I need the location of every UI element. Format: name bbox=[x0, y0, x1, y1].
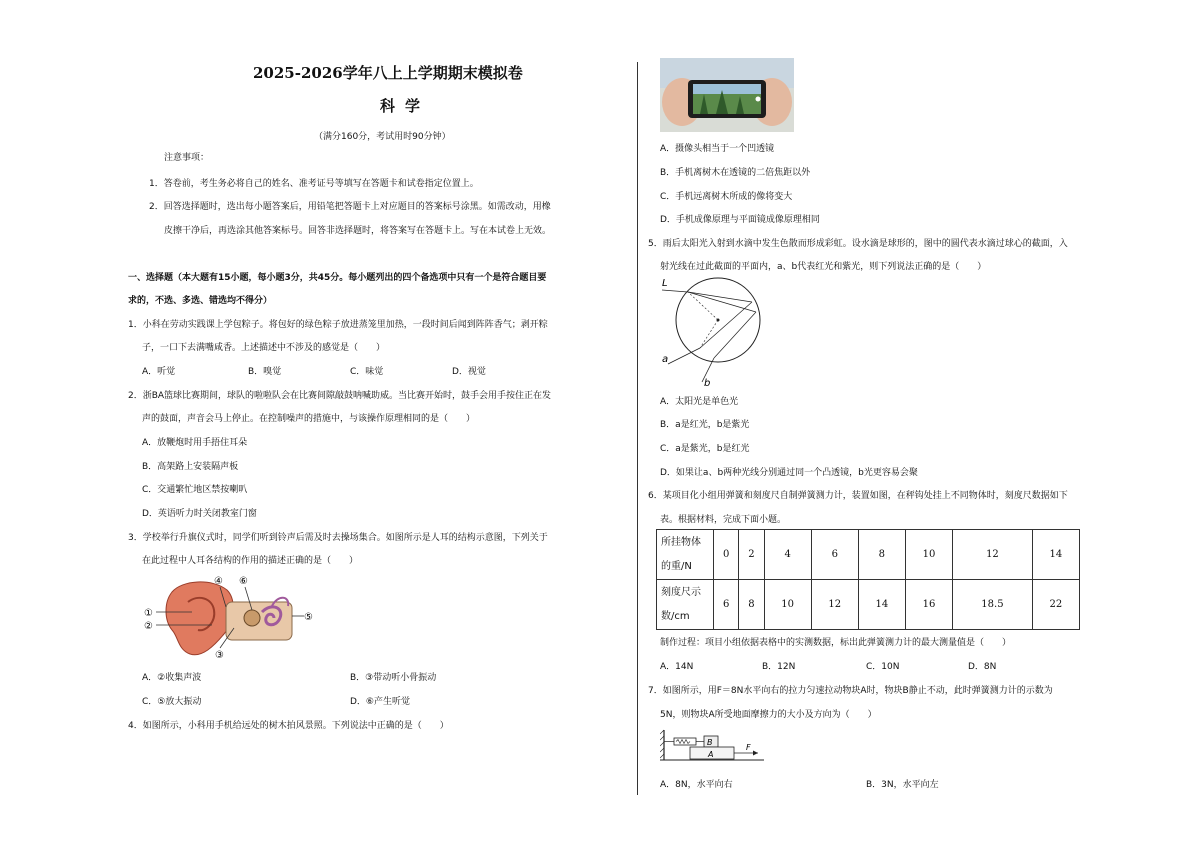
table-row-weight bbox=[657, 530, 1080, 580]
q1-stem-line1: 1．小科在劳动实践课上学包粽子。将包好的绿色粽子放进蒸笼里加热，一段时间后闻到阵阵香气；剥开粽 bbox=[128, 320, 548, 330]
q7-stem-line2: 5N，则物块A所受地面摩擦力的大小及方向为（ ） bbox=[660, 710, 877, 720]
ray-label-a: a bbox=[662, 354, 669, 365]
q2-option-c: C．交通繁忙地区禁按喇叭 bbox=[142, 485, 248, 495]
phone-photo-image bbox=[660, 58, 794, 132]
q4-stem-line1: 4．如图所示，小科用手机给远处的树木拍风景照。下列说法中正确的是（ ） bbox=[128, 721, 449, 731]
q3-option-b: B．③带动听小骨振动 bbox=[350, 673, 437, 683]
q5-option-d: D．如果让a、b两种光线分别通过同一个凸透镜，b光更容易会聚 bbox=[660, 468, 918, 478]
q5-stem-line2: 射光线在过此截面的平面内，a、b代表红光和紫光，则下列说法正确的是（ ） bbox=[660, 262, 987, 272]
q6-option-d: D．8N bbox=[968, 662, 997, 672]
exit-ray-a bbox=[668, 348, 700, 364]
table-cell: 14 bbox=[858, 580, 905, 630]
q6-option-c: C．10N bbox=[866, 662, 900, 672]
spring-data-table bbox=[656, 529, 1080, 630]
q4-option-a: A．摄像头相当于一个凹透镜 bbox=[660, 144, 775, 154]
q1-option-c: C．味觉 bbox=[350, 367, 384, 377]
ray-label-L: L bbox=[662, 278, 668, 289]
column-divider bbox=[637, 62, 638, 795]
q1-option-d: D．视觉 bbox=[452, 367, 486, 377]
q1-option-b: B．嗅觉 bbox=[248, 367, 282, 377]
notice-item-1: 1．答卷前，考生务必将自己的姓名、准考证号等填写在答题卡和试卷指定位置上。 bbox=[149, 179, 479, 189]
ossicle-shape bbox=[244, 610, 260, 626]
q5-option-c: C．a是紫光，b是红光 bbox=[660, 444, 750, 454]
q7-option-a: A．8N，水平向右 bbox=[660, 780, 733, 790]
table-cell: 6 bbox=[811, 530, 858, 580]
q1-option-a: A．听觉 bbox=[142, 367, 176, 377]
ear-label-3: ③ bbox=[215, 650, 224, 661]
q2-stem-line2: 声的鼓面，声音会马上停止。在控制噪声的措施中，与该操作原理相同的是（ ） bbox=[142, 414, 476, 424]
table-cell: 0 bbox=[714, 530, 739, 580]
friction-setup-diagram bbox=[660, 726, 768, 766]
notice-item-2-line2: 皮擦干净后，再选涂其他答案标号。回答非选择题时，将答案写在答题卡上。写在本试卷上无效。 bbox=[164, 226, 552, 236]
notice-item-2-line1: 2．回答选择题时，选出每小题答案后，用铅笔把答题卡上对应题目的答案标号涂黑。如需改动，用橡 bbox=[149, 202, 551, 212]
ear-label-5: ⑤ bbox=[304, 612, 313, 623]
ear-label-2: ② bbox=[144, 621, 153, 632]
q3-stem-line1: 3．学校举行升旗仪式时，同学们听到铃声后需及时去操场集合。如图所示是人耳的结构示意图，下列关于 bbox=[128, 533, 548, 543]
q6-stem-line1: 6．某项目化小组用弹簧和刻度尺自制弹簧测力计，装置如图，在秤钩处挂上不同物体时，刻度尺数据如下 bbox=[648, 491, 1068, 501]
q6-subquestion: 制作过程：项目小组依据表格中的实测数据，标出此弹簧测力计的最大测量值是（ ） bbox=[660, 638, 1012, 648]
q7-option-b: B．3N，水平向左 bbox=[866, 780, 939, 790]
incident-ray-L bbox=[662, 290, 688, 292]
section1-heading-line2: 求的，不选、多选、错选均不得分） bbox=[128, 296, 273, 306]
ray-label-b: b bbox=[704, 378, 711, 388]
table-header-weight: 所挂物体 的重/N bbox=[657, 530, 714, 580]
table-cell: 6 bbox=[714, 580, 739, 630]
ear-label-1: ① bbox=[144, 608, 153, 619]
q5-stem-line1: 5．雨后太阳光入射到水滴中发生色散而形成彩虹。设水滴是球形的，图中的圆代表水滴过球心的截面，入 bbox=[648, 239, 1068, 249]
q1-stem-line2: 子，一口下去满嘴咸香。上述描述中不涉及的感觉是（ ） bbox=[142, 343, 386, 353]
q2-option-d: D．英语听力时关闭教室门窗 bbox=[142, 509, 257, 519]
table-cell: 2 bbox=[739, 530, 764, 580]
q2-stem-line1: 2．浙BA篮球比赛期间，球队的啦啦队会在比赛间隙敲鼓呐喊助威。当比赛开始时，鼓手会用手按住正在发 bbox=[128, 391, 552, 401]
section1-heading-line1: 一、选择题（本大题有15小题，每小题3分，共45分。每小题列出的四个备选项中只有一个是符合题目要 bbox=[128, 273, 547, 283]
ear-label-4: ④ bbox=[214, 576, 223, 587]
q5-option-a: A．太阳光是单色光 bbox=[660, 397, 739, 407]
table-cell: 10 bbox=[764, 580, 811, 630]
q6-option-a: A．14N bbox=[660, 662, 694, 672]
q5-option-b: B．a是红光，b是紫光 bbox=[660, 420, 750, 430]
force-label-F: F bbox=[746, 743, 751, 752]
q6-option-b: B．12N bbox=[762, 662, 796, 672]
table-cell: 12 bbox=[811, 580, 858, 630]
block-label-B: B bbox=[707, 738, 713, 747]
q2-option-b: B．高架路上安装隔声板 bbox=[142, 462, 239, 472]
q7-stem-line1: 7．如图所示，用F＝8N水平向右的拉力匀速拉动物块A时，物块B静止不动，此时弹簧测力计的示数为 bbox=[648, 686, 1053, 696]
ear-structure-diagram bbox=[142, 572, 318, 664]
q4-option-b: B．手机离树木在透镜的二倍焦距以外 bbox=[660, 168, 811, 178]
ear-label-6: ⑥ bbox=[239, 576, 248, 587]
q3-stem-line2: 在此过程中人耳各结构的作用的描述正确的是（ ） bbox=[142, 556, 359, 566]
table-row-scale bbox=[657, 580, 1080, 630]
table-cell: 8 bbox=[739, 580, 764, 630]
score-info: （满分160分，考试用时90分钟） bbox=[314, 132, 451, 142]
q4-option-d: D．手机成像原理与平面镜成像原理相同 bbox=[660, 215, 820, 225]
exam-title: 2025-2026学年八上上学期期末模拟卷 bbox=[253, 64, 523, 82]
block-label-A: A bbox=[708, 750, 714, 759]
exam-subject: 科学 bbox=[380, 97, 431, 115]
raindrop-dispersion-diagram bbox=[660, 276, 772, 388]
q3-option-a: A．②收集声波 bbox=[142, 673, 202, 683]
shutter-button-icon bbox=[756, 97, 761, 102]
table-cell: 22 bbox=[1032, 580, 1079, 630]
q6-stem-line2: 表。根据材料，完成下面小题。 bbox=[660, 515, 787, 525]
notice-heading: 注意事项： bbox=[164, 153, 210, 163]
table-cell: 18.5 bbox=[953, 580, 1033, 630]
table-cell: 12 bbox=[953, 530, 1033, 580]
table-cell: 8 bbox=[858, 530, 905, 580]
q3-option-c: C．⑤放大振动 bbox=[142, 697, 202, 707]
table-cell: 10 bbox=[905, 530, 952, 580]
table-cell: 14 bbox=[1032, 530, 1079, 580]
table-cell: 16 bbox=[905, 580, 952, 630]
table-cell: 4 bbox=[764, 530, 811, 580]
q2-option-a: A．放鞭炮时用手捂住耳朵 bbox=[142, 438, 248, 448]
q3-option-d: D．⑥产生听觉 bbox=[350, 697, 410, 707]
table-header-scale: 刻度尺示 数/cm bbox=[657, 580, 714, 630]
q4-option-c: C．手机远离树木所成的像将变大 bbox=[660, 192, 793, 202]
